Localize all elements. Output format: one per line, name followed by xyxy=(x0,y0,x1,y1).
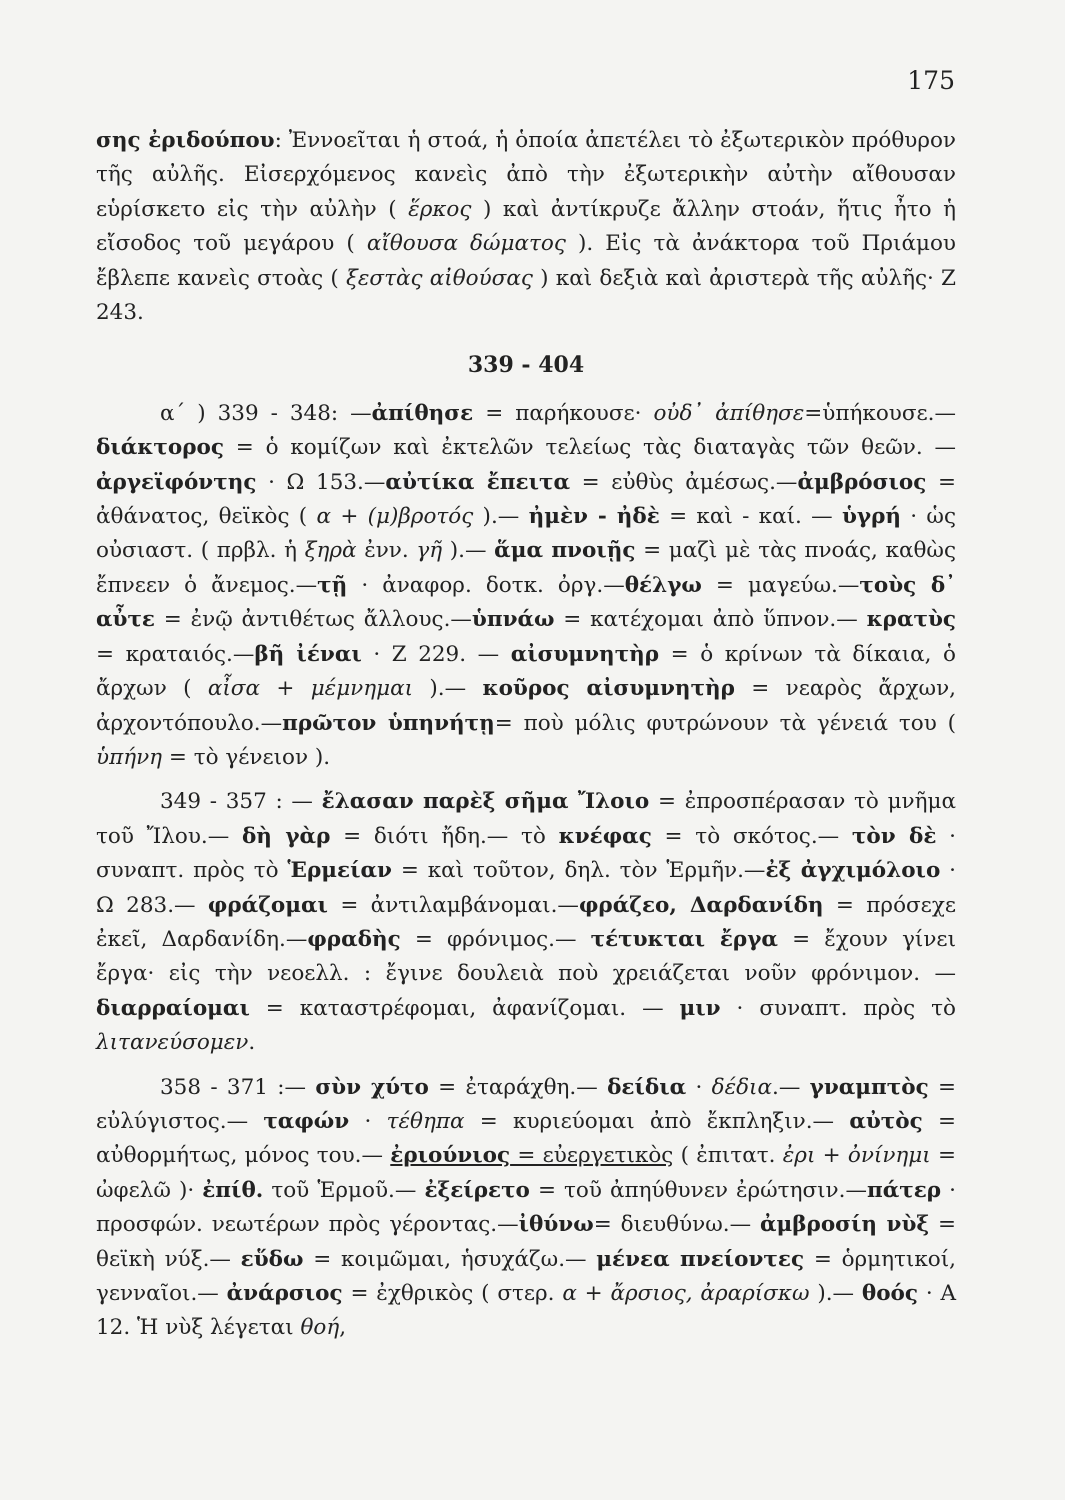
lemma-term: ἰθύνω xyxy=(518,1212,594,1238)
lemma-term: μένεα πνείοντες xyxy=(596,1246,805,1272)
text-run: = τοῦ ἀπηύθυνεν ἐρώτησιν.— xyxy=(529,1177,867,1203)
text-run: = κατέχομαι ἀπὸ ὕπνον.— xyxy=(554,607,867,633)
text-run: = ἐταράχθη.— xyxy=(428,1074,608,1100)
italic-text: τέθηπα xyxy=(386,1108,465,1134)
text-run: .— xyxy=(772,1074,810,1100)
text-run: · xyxy=(349,1108,387,1134)
lemma-term: Ἑρμείαν xyxy=(287,858,392,884)
text-run: = μαζὶ μὲ τὰς πνοάς, καθὼς ἔπνεεν ὁ ἄνεμος.— xyxy=(96,538,956,598)
text-run: : Ἐννοεῖται ἡ στοά, ἡ ὁποία ἀπετέλει τὸ ἐξωτερικὸν πρόθυρον τῆς αὐλῆς. Εἰσερχόμενος κανεὶς ἀπὸ τὴν ἐξωτερικὴν αὐτὴν αἴθουσαν εὑρίσκετο εἰς τὴν αὐλὴν ( xyxy=(96,128,956,222)
text-run: , xyxy=(339,1315,347,1341)
text-run: ). Εἰς τὰ ἀνάκτορα τοῦ Πριάμου ἔβλεπε κανεὶς στοὰς ( xyxy=(96,231,956,291)
text-run: = εὐλύγιστος.— xyxy=(96,1074,956,1134)
lemma-term: σης ἐριδούπου xyxy=(96,128,275,153)
italic-text: γῆ xyxy=(416,538,443,564)
text-run: = θεϊκὴ νύξ.— xyxy=(96,1212,957,1272)
lemma-term: ταφών xyxy=(263,1108,350,1134)
lemma-term: ἀνάρσιος xyxy=(226,1281,343,1306)
text-run: ).— xyxy=(809,1281,862,1306)
text-run: ).— xyxy=(413,676,483,702)
text-run: · Ω 153.— xyxy=(256,469,386,495)
text-run: = τὸ γένειον ). xyxy=(162,744,331,770)
text-run: = μαγεύω.— xyxy=(701,572,860,598)
text-run: = παρήκουσε· xyxy=(473,400,654,426)
italic-text: ξεστὰς αἰθούσας xyxy=(346,265,533,291)
paragraph-3 xyxy=(96,785,956,1060)
text-run: α΄ ) 339 - 348: — xyxy=(160,400,372,426)
lemma-term: ἐξ ἀγχιμόλοιο xyxy=(765,858,941,884)
lemma-term: ἐριούνιος xyxy=(390,1143,511,1169)
text-run: = ἐπροσπέρασαν τὸ μνῆμα τοῦ Ἴλου.— xyxy=(96,789,956,849)
text-run: = ἔχουν γίνει ἔργα· εἰς τὴν νεοελλ. : ἔγινε δουλειὰ ποὺ χρειάζεται νοῦν φρόνιμον. — xyxy=(96,926,956,987)
italic-text: ἕρκος xyxy=(408,196,472,222)
text-run: · συναπτ. πρὸς τὸ xyxy=(720,995,956,1021)
text-run: · xyxy=(686,1074,712,1100)
lemma-term: ὑπνάω xyxy=(471,607,555,633)
page-number: 175 xyxy=(907,66,955,95)
lemma-term: ἀμβροσίη νὺξ xyxy=(759,1212,930,1238)
lemma-term: θοός xyxy=(861,1281,918,1306)
text-run: = ὁ κομίζων καὶ ἐκτελῶν τελείως τὰς διαταγὰς τῶν θεῶν. — xyxy=(223,435,956,461)
text-run: ) καὶ ἀντίκρυζε ἄλλην στοάν, ἥτις ἦτο ἡ εἴσοδος τοῦ μεγάρου ( xyxy=(96,196,956,257)
lemma-term: ἔλασαν παρὲξ σῆμα Ἴλοιο xyxy=(321,789,650,815)
text-run: 358 - 371 :— xyxy=(160,1074,316,1100)
lemma-term: διάκτορος xyxy=(96,435,224,461)
lemma-term: ὑγρή xyxy=(841,504,901,530)
section-heading: 339 - 404 xyxy=(467,352,585,379)
text-run: τοῦ Ἑρμοῦ.— xyxy=(263,1177,425,1203)
text-run: = φρόνιμος.— xyxy=(400,926,591,952)
lemma-term: δὴ γὰρ xyxy=(241,823,331,849)
text-run: = ὁ κρίνων τὰ δίκαια, ὁ ἄρχων ( xyxy=(96,641,956,702)
lemma-term: φράζεο, Δαρδανίδη xyxy=(578,892,824,918)
lemma-term: ἠμὲν - ἠδὲ xyxy=(528,504,660,530)
text-run: = ἐνῷ ἀντιθέτως ἄλλους.— xyxy=(155,607,472,633)
lemma-term: ἐξείρετο xyxy=(424,1177,530,1203)
text-run: = ἀθάνατος, θεϊκὸς ( xyxy=(96,469,956,530)
text-run: ) καὶ δεξιὰ καὶ ἀριστερὰ τῆς αὐλῆς· Ζ 243. xyxy=(96,265,956,326)
text-run: · Α 12. Ἡ νὺξ λέγεται xyxy=(96,1281,957,1341)
lemma-term: διαρραίομαι xyxy=(96,995,250,1021)
body-text xyxy=(96,124,956,1346)
text-run: · Ω 283.— xyxy=(96,858,957,918)
lemma-term: κοῦρος αἰσυμνητὴρ xyxy=(482,676,735,702)
text-run: 349 - 357 : — xyxy=(160,789,322,815)
text-run: = πρόσεχε ἐκεῖ, Δαρδανίδη.— xyxy=(96,892,956,952)
italic-text: ἐρι + ὀνίνημι xyxy=(782,1143,931,1169)
lemma-term: τοὺς δ᾽ αὖτε xyxy=(96,572,956,633)
italic-text: θοή xyxy=(300,1315,340,1341)
text-run: ἐνν. xyxy=(356,538,417,564)
lemma-term: ἐπίθ. xyxy=(202,1177,264,1203)
paragraph-1 xyxy=(96,124,956,330)
text-run: = ἐχθρικὸς ( στερ. xyxy=(342,1281,563,1306)
italic-text: λιτανεύσομεν xyxy=(96,1030,249,1056)
text-run: = εὐεργετικὸς xyxy=(510,1143,674,1169)
text-run: · ὡς οὐσιαστ. ( πρβλ. ἡ xyxy=(96,504,956,564)
lemma-term: μιν xyxy=(679,995,721,1021)
text-run: =ὑπήκουσε.— xyxy=(804,400,956,426)
lemma-term: δείδια xyxy=(607,1074,687,1100)
text-run: = εὐθὺς ἀμέσως.— xyxy=(570,469,798,495)
text-run: ).— xyxy=(442,538,495,564)
lemma-term: θέλγω xyxy=(624,572,702,598)
text-run: = καὶ τοῦτον, δηλ. τὸν Ἑρμῆν.— xyxy=(391,858,766,884)
lemma-term: τὸν δὲ xyxy=(851,823,937,849)
text-run: = ὁρμητικοί, γενναῖοι.— xyxy=(96,1246,956,1306)
lemma-term: ἅμα πνοιῇς xyxy=(494,538,636,564)
text-run: = ὠφελῶ )· xyxy=(96,1143,956,1203)
lemma-term: φραδὴς xyxy=(307,926,401,952)
text-run: = ποὺ μόλις φυτρώνουν τὰ γένειά του ( xyxy=(494,710,956,736)
lemma-term: ἀμβρόσιος xyxy=(797,469,927,495)
text-run: · συναπτ. πρὸς τὸ xyxy=(96,823,956,884)
lemma-term: κρατὺς xyxy=(866,607,956,633)
text-run: = διευθύνω.— xyxy=(593,1212,760,1238)
text-run: = τὸ σκότος.— xyxy=(651,823,852,849)
text-run: · προσφών. νεωτέρων πρὸς γέροντας.— xyxy=(96,1177,956,1238)
lemma-term: ἀπίθησε xyxy=(371,400,474,426)
text-run: · ἀναφορ. δοτκ. ὀργ.— xyxy=(347,572,625,598)
text-run: = αὐθορμήτως, μόνος του.— xyxy=(96,1108,956,1169)
italic-text: οὐδ᾽ ἀπίθησε xyxy=(653,400,805,426)
lemma-term: αἰσυμνητὴρ xyxy=(510,641,660,667)
lemma-term: τέτυκται ἔργα xyxy=(590,926,778,952)
text-run: = κοιμῶμαι, ἡσυχάζω.— xyxy=(303,1246,597,1272)
text-run: ( ἐπιτατ. xyxy=(673,1143,783,1169)
lemma-term: εὕδω xyxy=(240,1246,304,1272)
italic-text: αἶσα + μέμνημαι xyxy=(207,676,414,702)
lemma-term: φράζομαι xyxy=(207,892,328,918)
lemma-term: τῇ xyxy=(317,572,348,598)
text-run: . xyxy=(248,1030,256,1056)
italic-text: δέδια xyxy=(711,1074,772,1100)
italic-text: α + ἄρσιος, ἀραρίσκω xyxy=(562,1281,810,1306)
lemma-term: πρῶτον ὑπηνήτῃ xyxy=(282,710,495,736)
lemma-term: κνέφας xyxy=(558,823,652,849)
text-run: = κραταιός.— xyxy=(96,641,255,667)
text-run: = καὶ - καί. — xyxy=(659,504,842,530)
italic-text: ὑπήνη xyxy=(96,744,163,770)
lemma-term: γναμπτὸς xyxy=(809,1074,929,1100)
lemma-term: πάτερ xyxy=(866,1177,942,1203)
lemma-term: σὺν χύτο xyxy=(315,1074,429,1100)
text-run: = κυριεύομαι ἀπὸ ἔκπληξιν.— xyxy=(464,1108,850,1134)
paragraph-2 xyxy=(96,397,956,775)
lemma-term: βῆ ἰέναι xyxy=(254,641,362,667)
text-run: · Ζ 229. — xyxy=(361,641,511,667)
text-run: = ἀντιλαμβάνομαι.— xyxy=(327,892,579,918)
paragraph-4 xyxy=(96,1071,956,1346)
italic-text: αἴθουσα δώματος xyxy=(366,231,566,257)
text-run: = διότι ἤδη.— τὸ xyxy=(330,823,559,849)
italic-text: ξηρὰ xyxy=(304,538,357,564)
text-run: ).— xyxy=(473,504,529,530)
lemma-term: ἀργεϊφόντης xyxy=(96,469,257,495)
lemma-term: αὐτίκα ἔπειτα xyxy=(385,469,570,495)
text-run: = καταστρέφομαι, ἀφανίζομαι. — xyxy=(249,995,680,1021)
italic-text: α + (μ)βροτός xyxy=(316,504,474,530)
text-run: = νεαρὸς ἄρχων, ἀρχοντόπουλο.— xyxy=(96,676,956,736)
lemma-term: αὐτὸς xyxy=(849,1108,923,1134)
